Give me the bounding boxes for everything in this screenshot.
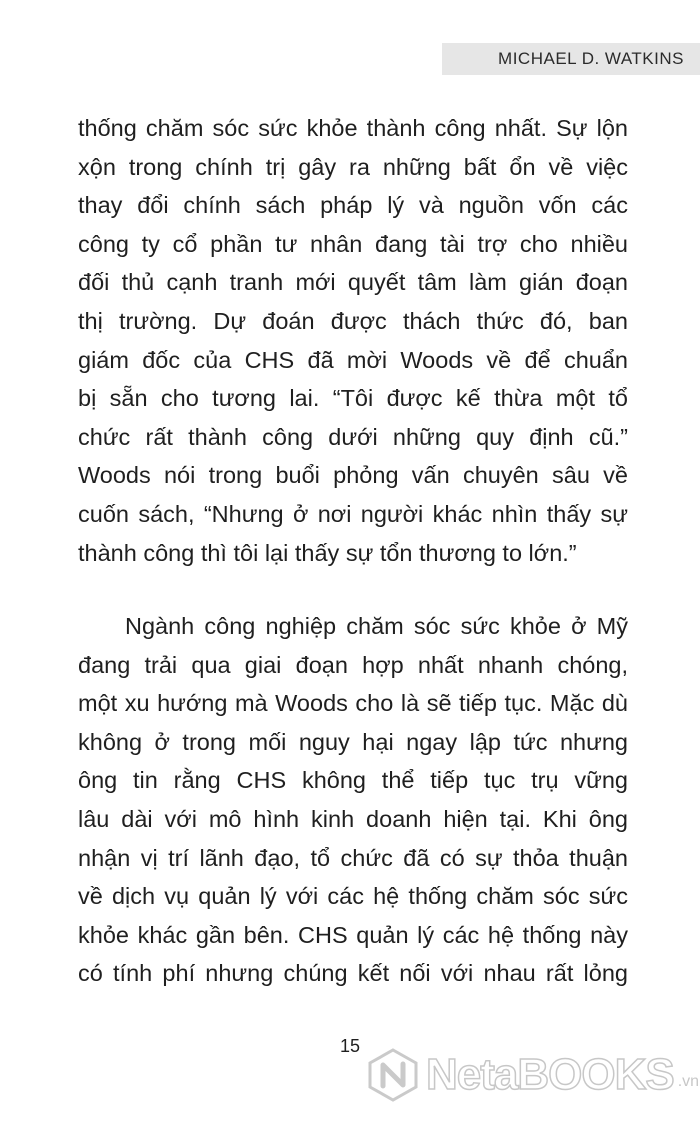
text-line: xộn trong chính trị gây ra những bất ổn về việc <box>78 153 628 180</box>
watermark-brand: NetaBOOKS <box>426 1050 674 1099</box>
text-line: thay đổi chính sách pháp lý và nguồn vốn các <box>78 192 628 219</box>
text-line: khỏe khác gần bên. CHS quản lý các hệ thống này <box>78 921 628 948</box>
text-line: Woods nói trong buổi phỏng vấn chuyên sâu về <box>78 462 628 489</box>
running-header-author: MICHAEL D. WATKINS <box>498 49 684 68</box>
text-line: có tính phí nhưng chúng kết nối với nhau rất lỏng <box>78 960 628 987</box>
text-line: Ngành công nghiệp chăm sóc sức khỏe ở Mỹ <box>125 613 628 639</box>
text-line: thống chăm sóc sức khỏe thành công nhất. Sự lộn <box>78 115 628 141</box>
text-line: bị sẵn cho tương lai. “Tôi được kế thừa một tổ <box>78 385 628 412</box>
text-line: thị trường. Dự đoán được thách thức đó, ban <box>78 307 628 334</box>
text-line: giám đốc của CHS đã mời Woods về để chuẩn <box>78 346 628 373</box>
text-line: đang trải qua giai đoạn hợp nhất nhanh chóng, <box>78 651 628 678</box>
text-line: lâu dài với mô hình kinh doanh hiện tại. Khi ông <box>78 805 628 832</box>
paragraph-2 <box>78 607 628 993</box>
text-line: cuốn sách, “Nhưng ở nơi người khác nhìn thấy sự <box>78 500 628 527</box>
text-line: một xu hướng mà Woods cho là sẽ tiếp tục. Mặc dù <box>78 690 628 717</box>
text-line: thành công thì tôi lại thấy sự tổn thương to lớn.” <box>78 539 577 566</box>
text-line: về dịch vụ quản lý với các hệ thống chăm sóc sức <box>78 883 628 910</box>
text-line: không ở trong mối nguy hại ngay lập tức nhưng <box>78 728 628 755</box>
paragraph-1 <box>78 109 628 572</box>
watermark <box>366 1045 699 1105</box>
page-number: 15 <box>339 1036 361 1056</box>
netabooks-logo-icon <box>366 1048 420 1102</box>
text-line: nhận vị trí lãnh đạo, tổ chức đã có sự thỏa thuận <box>78 844 628 871</box>
text-line: công ty cổ phần tư nhân đang tài trợ cho nhiều <box>78 230 628 257</box>
text-line: chức rất thành công dưới những quy định cũ.” <box>78 423 628 450</box>
watermark-domain: .vn <box>677 1073 700 1090</box>
text-line: đối thủ cạnh tranh mới quyết tâm làm gián đoạn <box>78 269 628 296</box>
text-line: ông tin rằng CHS không thể tiếp tục trụ vững <box>78 767 628 794</box>
